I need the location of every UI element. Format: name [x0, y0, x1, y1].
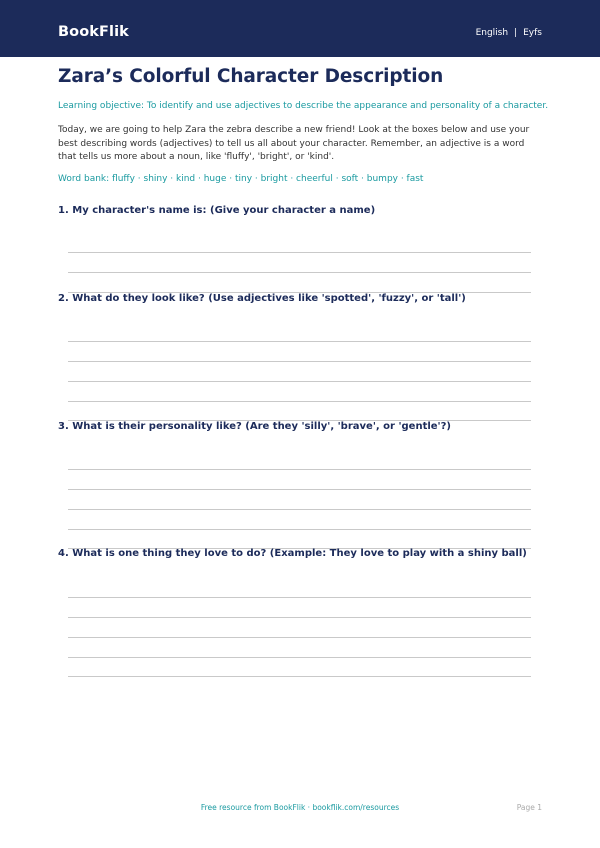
- header-bar: [0, 0, 600, 57]
- language-label: English: [475, 28, 509, 38]
- header-separator: |: [514, 28, 518, 38]
- answer-line[interactable]: [68, 617, 531, 618]
- answer-line[interactable]: [68, 361, 531, 362]
- answer-line[interactable]: [68, 341, 531, 342]
- header-meta: [476, 28, 542, 38]
- answer-line[interactable]: [68, 637, 531, 638]
- page-number: Page 1: [516, 803, 542, 812]
- page-title: Zara’s Colorful Character Description: [58, 66, 444, 87]
- answer-line[interactable]: [68, 529, 531, 530]
- brand-logo[interactable]: BookFlik: [58, 24, 129, 40]
- answer-line[interactable]: [68, 489, 531, 490]
- question-3: 3. What is their personality like? (Are they 'silly', 'brave', or 'gentle'?): [58, 421, 451, 432]
- question-1: 1. My character's name is: (Give your character a name): [58, 205, 376, 216]
- answer-line[interactable]: [68, 469, 531, 470]
- word-bank: Word bank: fluffy · shiny · kind · huge · tiny · bright · cheerful · soft · bumpy · fast: [58, 174, 424, 184]
- question-4: 4. What is one thing they love to do? (Example: They love to play with a shiny ball): [58, 548, 527, 559]
- answer-line[interactable]: [68, 252, 531, 253]
- learning-objective: Learning objective: To identify and use adjectives to describe the appearance and personality of a character.: [58, 101, 549, 111]
- answer-line[interactable]: [68, 657, 531, 658]
- answer-line[interactable]: [68, 597, 531, 598]
- answer-line[interactable]: [68, 509, 531, 510]
- answer-line[interactable]: [68, 676, 531, 677]
- question-2: 2. What do they look like? (Use adjectives like 'spotted', 'fuzzy', or 'tall'): [58, 293, 466, 304]
- intro-paragraph: Today, we are going to help Zara the zebra describe a new friend! Look at the boxes below and use your best describing words (adjectives) to tell us all about your character. Remember, an adjective is a word that tells us more about a noun, like 'fluffy', 'bright', or 'kind'.: [58, 125, 530, 162]
- level-label: Eyfs: [523, 28, 542, 38]
- answer-line[interactable]: [68, 272, 531, 273]
- footer-link[interactable]: Free resource from BookFlik · bookflik.com/resources: [200, 803, 400, 812]
- answer-line[interactable]: [68, 381, 531, 382]
- answer-line[interactable]: [68, 401, 531, 402]
